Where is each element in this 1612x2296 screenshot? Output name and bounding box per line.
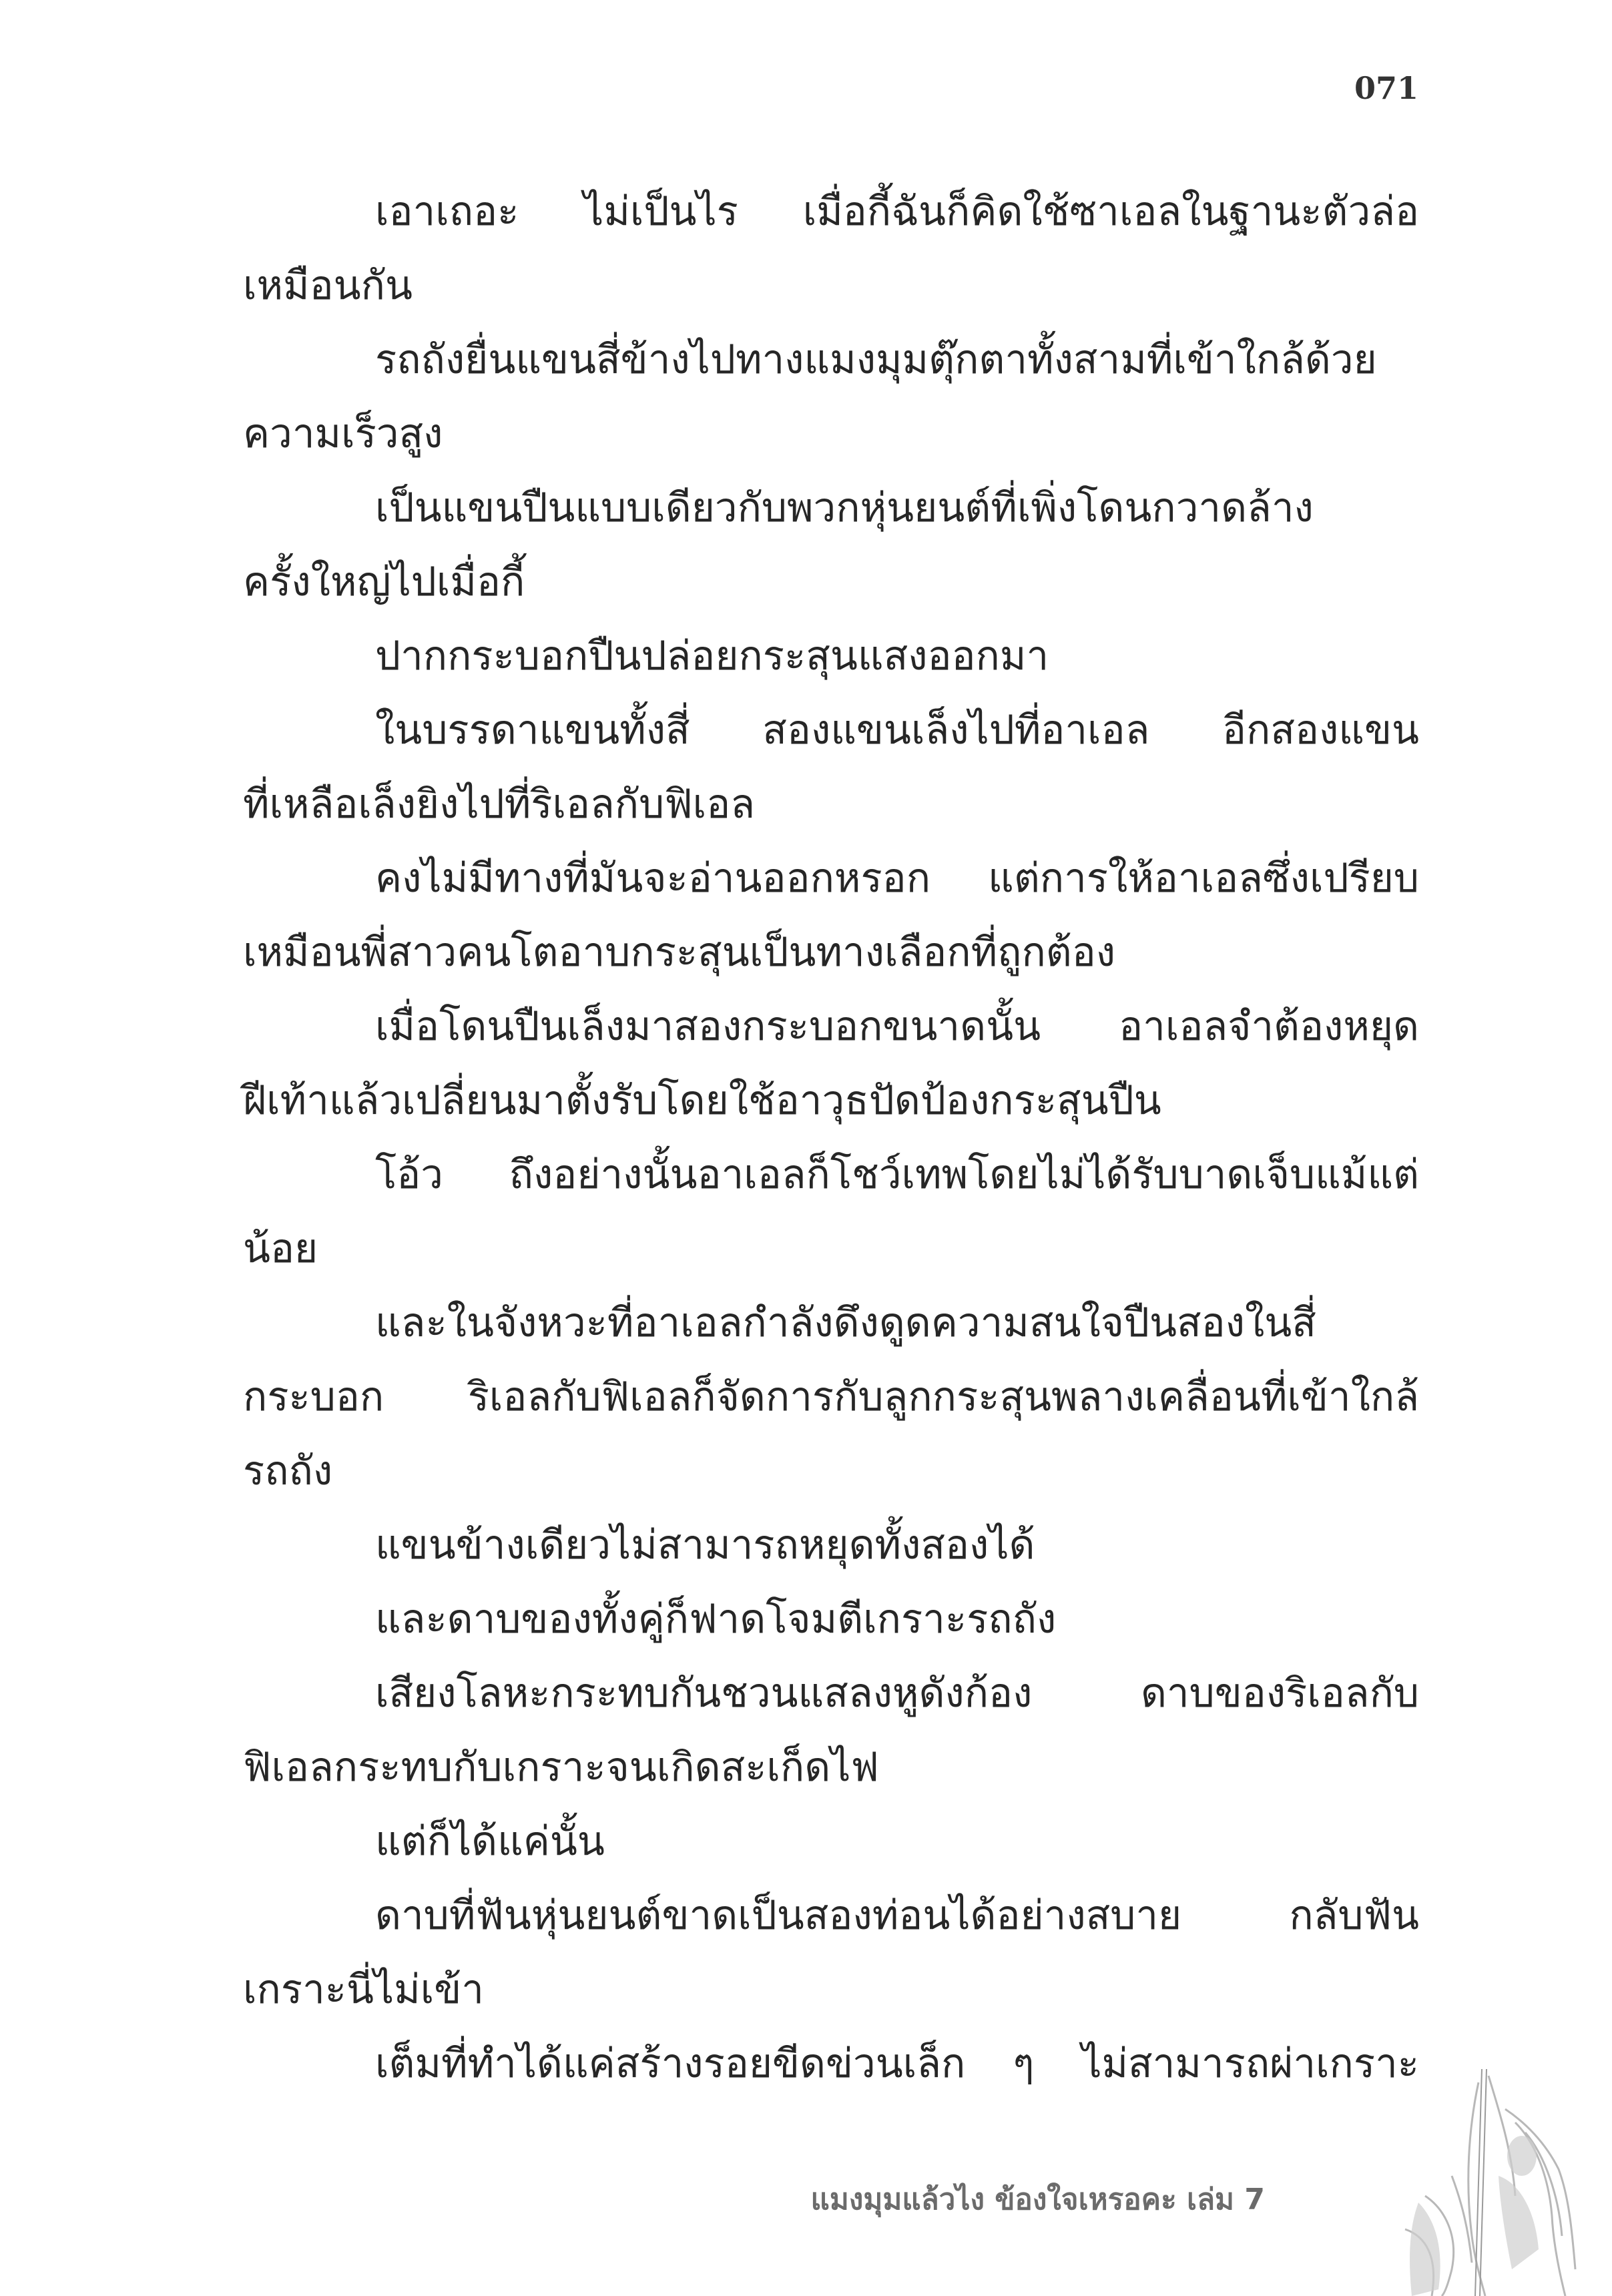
text-line: คงไม่มีทางที่มันจะอ่านออกหรอก แต่การให้อาเอลซึ่งเปรียบ	[375, 855, 1419, 902]
text-line: เป็นแขนปืนแบบเดียวกับพวกหุ่นยนต์ที่เพิ่งโดนกวาดล้าง	[375, 485, 1314, 531]
text-line: กระบอก ริเอลกับฟิเอลก็จัดการกับลูกกระสุนพลางเคลื่อนที่เข้าใกล้	[243, 1374, 1419, 1420]
text-line: ฝีเท้าแล้วเปลี่ยนมาตั้งรับโดยใช้อาวุธปัดป้องกระสุนปืน	[243, 1077, 1161, 1124]
text-line: ดาบที่ฟันหุ่นยนต์ขาดเป็นสองท่อนได้อย่างสบาย กลับฟัน	[375, 1892, 1419, 1939]
text-line: ปากกระบอกปืนปล่อยกระสุนแสงออกมา	[375, 633, 1049, 679]
text-line: และในจังหวะที่อาเอลกำลังดึงดูดความสนใจปืนสองในสี่	[375, 1300, 1316, 1346]
body-text	[243, 175, 1419, 2101]
character-illustration	[1345, 2069, 1585, 2296]
text-line: เมื่อโดนปืนเล็งมาสองกระบอกขนาดนั้น อาเอลจำต้องหยุด	[375, 1003, 1419, 1050]
text-line: รถถังยื่นแขนสี่ข้างไปทางแมงมุมตุ๊กตาทั้งสามที่เข้าใกล้ด้วย	[375, 336, 1377, 383]
text-line: ในบรรดาแขนทั้งสี่ สองแขนเล็งไปที่อาเอล อีกสองแขน	[375, 707, 1419, 754]
text-line: ที่เหลือเล็งยิงไปที่ริเอลกับฟิเอล	[243, 781, 755, 828]
text-line: และดาบของทั้งคู่ก็ฟาดโจมตีเกราะรถถัง	[375, 1596, 1057, 1643]
text-line: โอ้ว ถึงอย่างนั้นอาเอลก็โชว์เทพโดยไม่ได้รับบาดเจ็บแม้แต่	[375, 1151, 1419, 1198]
text-line: แต่ก็ได้แค่นั้น	[375, 1818, 605, 1865]
text-line: เสียงโลหะกระทบกันชวนแสลงหูดังก้อง ดาบของริเอลกับ	[375, 1670, 1419, 1717]
text-line: น้อย	[243, 1225, 318, 1272]
text-line: เหมือนพี่สาวคนโตอาบกระสุนเป็นทางเลือกที่ถูกต้อง	[243, 929, 1116, 976]
text-line: รถถัง	[243, 1448, 333, 1494]
book-title-footer: แมงมุมแล้วไง ข้องใจเหรอคะ เล่ม 7	[810, 2183, 1265, 2217]
text-line: ครั้งใหญ่ไปเมื่อกี้	[243, 559, 525, 605]
text-line: เอาเถอะ ไม่เป็นไร เมื่อกี้ฉันก็คิดใช้ซาเอลในฐานะตัวล่อ	[375, 188, 1419, 235]
text-line: ความเร็วสูง	[243, 410, 443, 457]
text-line: เกราะนี่ไม่เข้า	[243, 1966, 484, 2013]
text-line: ฟิเอลกระทบกับเกราะจนเกิดสะเก็ดไฟ	[243, 1744, 879, 1791]
text-line: เหมือนกัน	[243, 262, 413, 309]
text-line: เต็มที่ทำได้แค่สร้างรอยขีดข่วนเล็ก ๆ ไม่สามารถผ่าเกราะ	[375, 2040, 1419, 2087]
page-number: 071	[1354, 70, 1418, 106]
text-line: แขนข้างเดียวไม่สามารถหยุดทั้งสองได้	[375, 1522, 1035, 1568]
